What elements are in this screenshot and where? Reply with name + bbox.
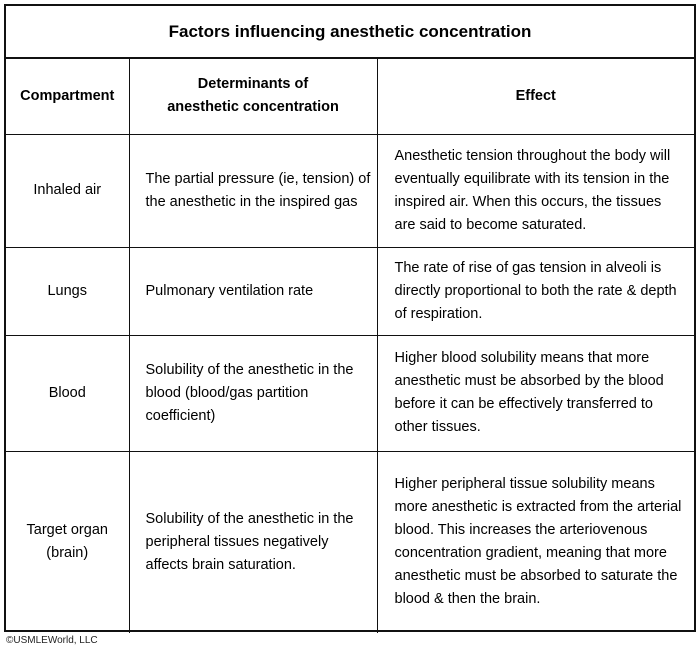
compartment-cell: Lungs xyxy=(6,247,129,335)
header-compartment: Compartment xyxy=(6,59,129,134)
table-row xyxy=(6,134,694,247)
compartment-line1: Target organ xyxy=(26,522,108,539)
compartment-cell xyxy=(6,451,129,633)
compartment-line2: (brain) xyxy=(46,545,89,562)
header-determinants-line1: Determinants of xyxy=(197,76,309,93)
table-title: Factors influencing anesthetic concentration xyxy=(6,6,694,59)
determinant-cell: Pulmonary ventilation rate xyxy=(129,247,377,335)
effect-cell: Higher peripheral tissue solubility means more anesthetic is extracted from the arterial blood. This increases the arteriovenous concentration gradient, meaning that more anesthetic must be absorbed to saturate the blood & then the brain. xyxy=(377,451,694,633)
factors-table xyxy=(6,59,694,633)
table-row xyxy=(6,335,694,451)
effect-cell: The rate of rise of gas tension in alveoli is directly proportional to both the rate & depth of respiration. xyxy=(377,247,694,335)
header-determinants-line2: anesthetic concentration xyxy=(167,99,339,116)
compartment-cell: Inhaled air xyxy=(6,134,129,247)
header-determinants xyxy=(129,59,377,134)
determinant-cell: The partial pressure (ie, tension) of the anesthetic in the inspired gas xyxy=(129,134,377,247)
effect-cell: Higher blood solubility means that more anesthetic must be absorbed by the blood before it can be effectively transferred to other tissues. xyxy=(377,335,694,451)
table-row xyxy=(6,247,694,335)
header-effect: Effect xyxy=(377,59,694,134)
effect-cell: Anesthetic tension throughout the body will eventually equilibrate with its tension in the inspired air. When this occurs, the tissues are said to become saturated. xyxy=(377,134,694,247)
determinant-cell: Solubility of the anesthetic in the blood (blood/gas partition coefficient) xyxy=(129,335,377,451)
factors-table-frame xyxy=(4,4,696,632)
compartment-cell: Blood xyxy=(6,335,129,451)
table-row xyxy=(6,451,694,633)
header-row xyxy=(6,59,694,134)
determinant-cell: Solubility of the anesthetic in the peripheral tissues negatively affects brain saturation. xyxy=(129,451,377,633)
copyright-notice: ©USMLEWorld, LLC xyxy=(6,635,98,646)
